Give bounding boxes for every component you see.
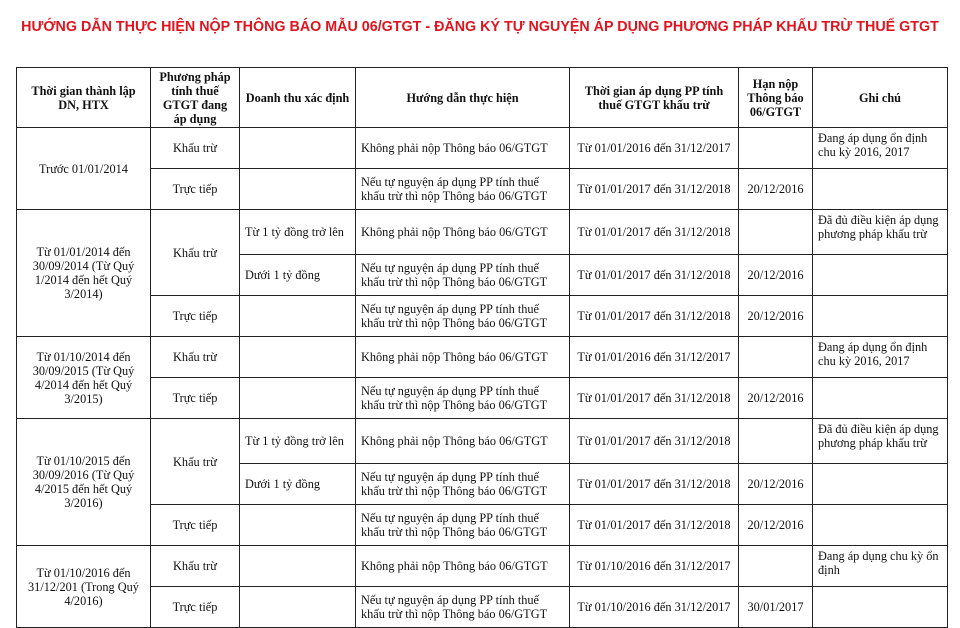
revenue-cell: Dưới 1 tỷ đồng — [240, 255, 356, 296]
guide-cell: Không phải nộp Thông báo 06/GTGT — [356, 546, 570, 587]
header-tax-method: Phương pháp tính thuế GTGT đang áp dụng — [151, 68, 240, 128]
deadline-cell: 30/01/2017 — [739, 587, 813, 628]
guide-cell: Nếu tự nguyện áp dụng PP tính thuế khấu trừ thì nộp Thông báo 06/GTGT — [356, 587, 570, 628]
method-cell: Trực tiếp — [151, 296, 240, 337]
apply-time-cell: Từ 01/01/2017 đến 31/12/2018 — [570, 169, 739, 210]
method-cell: Khấu trừ — [151, 128, 240, 169]
guide-cell: Không phải nộp Thông báo 06/GTGT — [356, 419, 570, 464]
revenue-cell — [240, 378, 356, 419]
table-row — [17, 337, 948, 378]
period-cell: Trước 01/01/2014 — [17, 128, 151, 210]
table-row — [17, 546, 948, 587]
period-cell: Từ 01/01/2014 đến 30/09/2014 (Từ Quý 1/2014 đến hết Quý 3/2014) — [17, 210, 151, 337]
method-cell: Trực tiếp — [151, 169, 240, 210]
guide-cell: Nếu tự nguyện áp dụng PP tính thuế khấu trừ thì nộp Thông báo 06/GTGT — [356, 378, 570, 419]
revenue-cell: Từ 1 tỷ đồng trở lên — [240, 419, 356, 464]
apply-time-cell: Từ 01/10/2016 đến 31/12/2017 — [570, 587, 739, 628]
deadline-cell: 20/12/2016 — [739, 378, 813, 419]
table-row — [17, 296, 948, 337]
method-cell: Khấu trừ — [151, 210, 240, 296]
revenue-cell — [240, 169, 356, 210]
revenue-cell — [240, 296, 356, 337]
note-cell — [813, 296, 948, 337]
header-deadline: Hạn nộp Thông báo 06/GTGT — [739, 68, 813, 128]
apply-time-cell: Từ 01/01/2017 đến 31/12/2018 — [570, 210, 739, 255]
period-cell: Từ 01/10/2015 đến 30/09/2016 (Từ Quý 4/2015 đến hết Quý 3/2016) — [17, 419, 151, 546]
revenue-cell — [240, 128, 356, 169]
revenue-cell: Dưới 1 tỷ đồng — [240, 464, 356, 505]
header-note: Ghi chú — [813, 68, 948, 128]
revenue-cell — [240, 505, 356, 546]
header-guide: Hướng dẫn thực hiện — [356, 68, 570, 128]
table-row — [17, 378, 948, 419]
method-cell: Khấu trừ — [151, 419, 240, 505]
deadline-cell — [739, 546, 813, 587]
guide-cell: Nếu tự nguyện áp dụng PP tính thuế khấu trừ thì nộp Thông báo 06/GTGT — [356, 296, 570, 337]
note-cell — [813, 505, 948, 546]
apply-time-cell: Từ 01/01/2016 đến 31/12/2017 — [570, 337, 739, 378]
deadline-cell — [739, 337, 813, 378]
apply-time-cell: Từ 01/01/2016 đến 31/12/2017 — [570, 128, 739, 169]
header-founding-time: Thời gian thành lập DN, HTX — [17, 68, 151, 128]
table-row — [17, 169, 948, 210]
method-cell: Khấu trừ — [151, 546, 240, 587]
apply-time-cell: Từ 01/10/2016 đến 31/12/2017 — [570, 546, 739, 587]
deadline-cell — [739, 128, 813, 169]
revenue-cell — [240, 337, 356, 378]
note-cell — [813, 378, 948, 419]
note-cell — [813, 169, 948, 210]
guide-cell: Nếu tự nguyện áp dụng PP tính thuế khấu trừ thì nộp Thông báo 06/GTGT — [356, 169, 570, 210]
table-row — [17, 128, 948, 169]
method-cell: Trực tiếp — [151, 378, 240, 419]
deadline-cell: 20/12/2016 — [739, 505, 813, 546]
guide-cell: Không phải nộp Thông báo 06/GTGT — [356, 337, 570, 378]
apply-time-cell: Từ 01/01/2017 đến 31/12/2018 — [570, 464, 739, 505]
guide-cell: Nếu tự nguyện áp dụng PP tính thuế khấu trừ thì nộp Thông báo 06/GTGT — [356, 464, 570, 505]
document-title: HƯỚNG DẪN THỰC HIỆN NỘP THÔNG BÁO MẪU 06/GTGT - ĐĂNG KÝ TỰ NGUYỆN ÁP DỤNG PHƯƠNG PHÁP KHẤU TRỪ THUẾ GTGT — [21, 19, 939, 35]
apply-time-cell: Từ 01/01/2017 đến 31/12/2018 — [570, 505, 739, 546]
deadline-cell: 20/12/2016 — [739, 255, 813, 296]
note-cell — [813, 464, 948, 505]
note-cell: Đang áp dụng ổn định chu kỳ 2016, 2017 — [813, 337, 948, 378]
header-revenue: Doanh thu xác định — [240, 68, 356, 128]
guide-cell: Không phải nộp Thông báo 06/GTGT — [356, 128, 570, 169]
guide-cell: Nếu tự nguyện áp dụng PP tính thuế khấu trừ thì nộp Thông báo 06/GTGT — [356, 505, 570, 546]
revenue-cell: Từ 1 tỷ đồng trở lên — [240, 210, 356, 255]
note-cell — [813, 255, 948, 296]
table-row — [17, 419, 948, 464]
revenue-cell — [240, 587, 356, 628]
period-cell: Từ 01/10/2014 đến 30/09/2015 (Từ Quý 4/2014 đến hết Quý 3/2015) — [17, 337, 151, 419]
guide-table — [16, 67, 948, 628]
revenue-cell — [240, 546, 356, 587]
apply-time-cell: Từ 01/01/2017 đến 31/12/2018 — [570, 255, 739, 296]
method-cell: Trực tiếp — [151, 587, 240, 628]
guide-cell: Không phải nộp Thông báo 06/GTGT — [356, 210, 570, 255]
apply-time-cell: Từ 01/01/2017 đến 31/12/2018 — [570, 296, 739, 337]
apply-time-cell: Từ 01/01/2017 đến 31/12/2018 — [570, 419, 739, 464]
deadline-cell: 20/12/2016 — [739, 169, 813, 210]
table-row — [17, 210, 948, 255]
guide-cell: Nếu tự nguyện áp dụng PP tính thuế khấu trừ thì nộp Thông báo 06/GTGT — [356, 255, 570, 296]
method-cell: Trực tiếp — [151, 505, 240, 546]
table-row — [17, 505, 948, 546]
table-row — [17, 587, 948, 628]
note-cell: Đã đủ điều kiện áp dụng phương pháp khấu trừ — [813, 419, 948, 464]
note-cell — [813, 587, 948, 628]
method-cell: Khấu trừ — [151, 337, 240, 378]
apply-time-cell: Từ 01/01/2017 đến 31/12/2018 — [570, 378, 739, 419]
deadline-cell — [739, 419, 813, 464]
note-cell: Đã đủ điều kiện áp dụng phương pháp khấu trừ — [813, 210, 948, 255]
note-cell: Đang áp dụng chu kỳ ổn định — [813, 546, 948, 587]
deadline-cell: 20/12/2016 — [739, 464, 813, 505]
deadline-cell — [739, 210, 813, 255]
period-cell: Từ 01/10/2016 đến 31/12/201 (Trong Quý 4/2016) — [17, 546, 151, 628]
header-apply-time: Thời gian áp dụng PP tính thuế GTGT khấu trừ — [570, 68, 739, 128]
note-cell: Đang áp dụng ổn định chu kỳ 2016, 2017 — [813, 128, 948, 169]
deadline-cell: 20/12/2016 — [739, 296, 813, 337]
header-row — [17, 68, 948, 128]
